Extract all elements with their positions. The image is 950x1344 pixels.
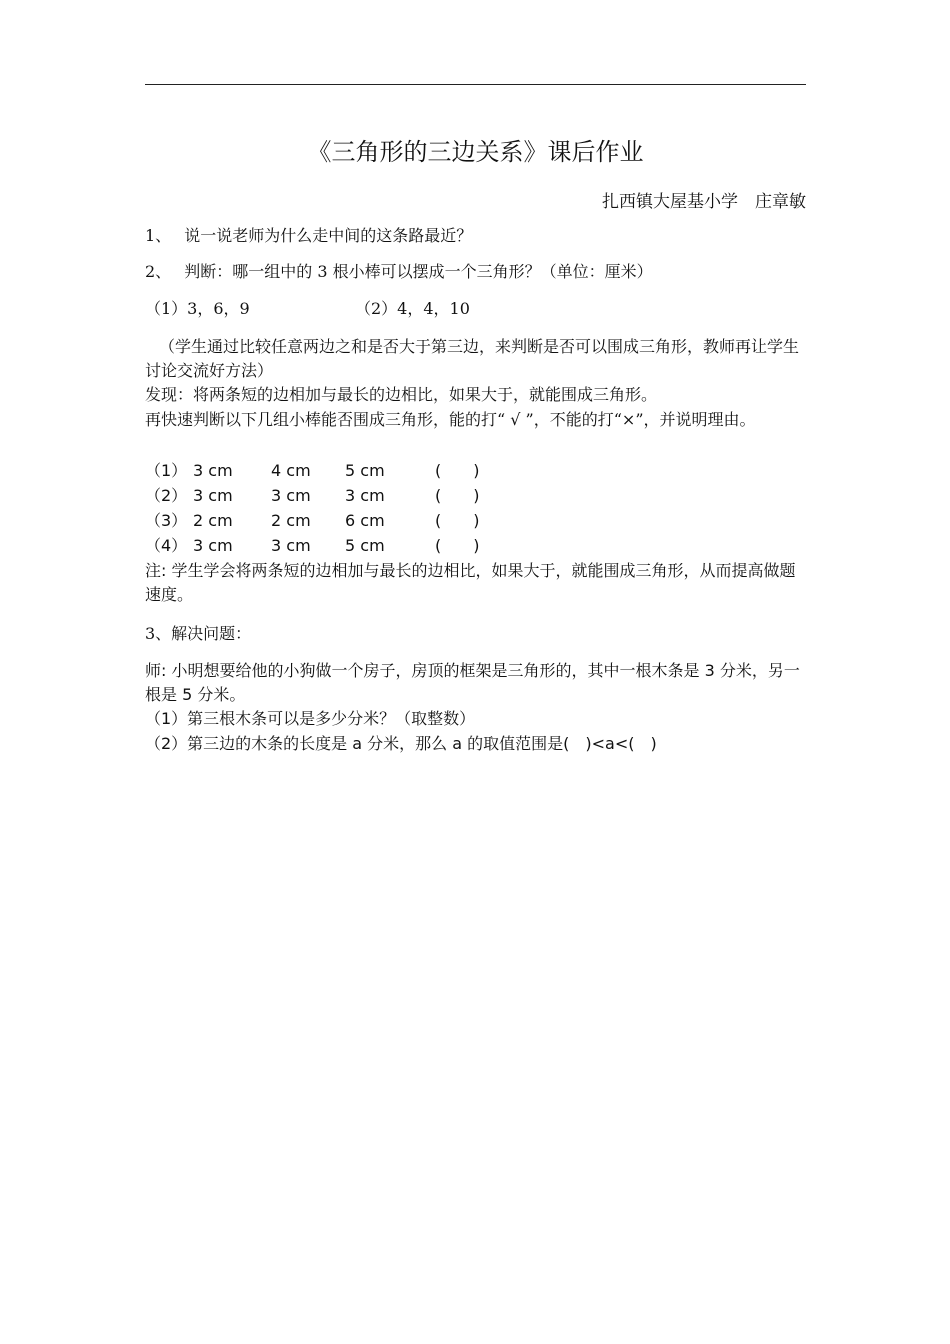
answer-blank[interactable]: ( ) [435,511,480,530]
judge-row-1 [145,459,545,483]
side-c: 5 cm [345,461,385,480]
answer-blank[interactable]: ( ) [435,461,480,480]
side-c: 3 cm [345,486,385,505]
question-3: 3、解决问题： [145,624,252,643]
side-c: 5 cm [345,536,385,555]
teacher-note-1: （学生通过比较任意两边之和是否大于第三边，来判断是否可以围成三角形，教师再让学生讨论交流好方法） [145,337,800,380]
side-a: 3 cm [193,486,233,505]
side-b: 3 cm [271,536,311,555]
author-line: 扎西镇大屋基小学 庄章敏 [602,192,806,212]
judge-row-3 [145,509,545,533]
side-c: 6 cm [345,511,385,530]
question-2-option-2: （2）4，4，10 [355,299,470,318]
finding-text: 发现：将两条短的边相加与最长的边相比，如果大于，就能围成三角形。 [145,385,658,404]
row-label: （2） [145,486,188,505]
answer-blank[interactable]: ( ) [435,536,480,555]
side-a: 2 cm [193,511,233,530]
question-2: 2、 判断：哪一组中的 3 根小棒可以摆成一个三角形？（单位：厘米） [145,262,653,281]
judge-row-2 [145,484,545,508]
answer-blank[interactable]: ( ) [435,486,480,505]
teacher-note-2: 注: 学生学会将两条短的边相加与最长的边相比，如果大于，就能围成三角形，从而提高做题速度。 [145,561,796,604]
side-a: 3 cm [193,461,233,480]
side-a: 3 cm [193,536,233,555]
side-b: 4 cm [271,461,311,480]
row-label: （3） [145,511,188,530]
question-3-sub-2: （2）第三边的木条的长度是 a 分米，那么 a 的取值范围是( )<a<( ) [145,734,657,753]
side-b: 3 cm [271,486,311,505]
quick-judge-text: 再快速判断以下几组小棒能否围成三角形，能的打“ √ ”，不能的打“×”，并说明理由。 [145,410,756,429]
question-3-sub-1: （1）第三根木条可以是多少分米？（取整数） [145,709,476,728]
judge-row-4 [145,534,545,558]
header-rule [145,84,806,85]
page-title: 《三角形的三边关系》课后作业 [307,138,644,166]
question-1: 1、 说一说老师为什么走中间的这条路最近？ [145,226,473,245]
row-label: （4） [145,536,188,555]
question-2-option-1: （1）3，6，9 [145,299,250,318]
row-label: （1） [145,461,188,480]
side-b: 2 cm [271,511,311,530]
question-3-text: 师: 小明想要给他的小狗做一个房子，房顶的框架是三角形的，其中一根木条是 3 分米，另一根是 5 分米。 [145,661,800,704]
